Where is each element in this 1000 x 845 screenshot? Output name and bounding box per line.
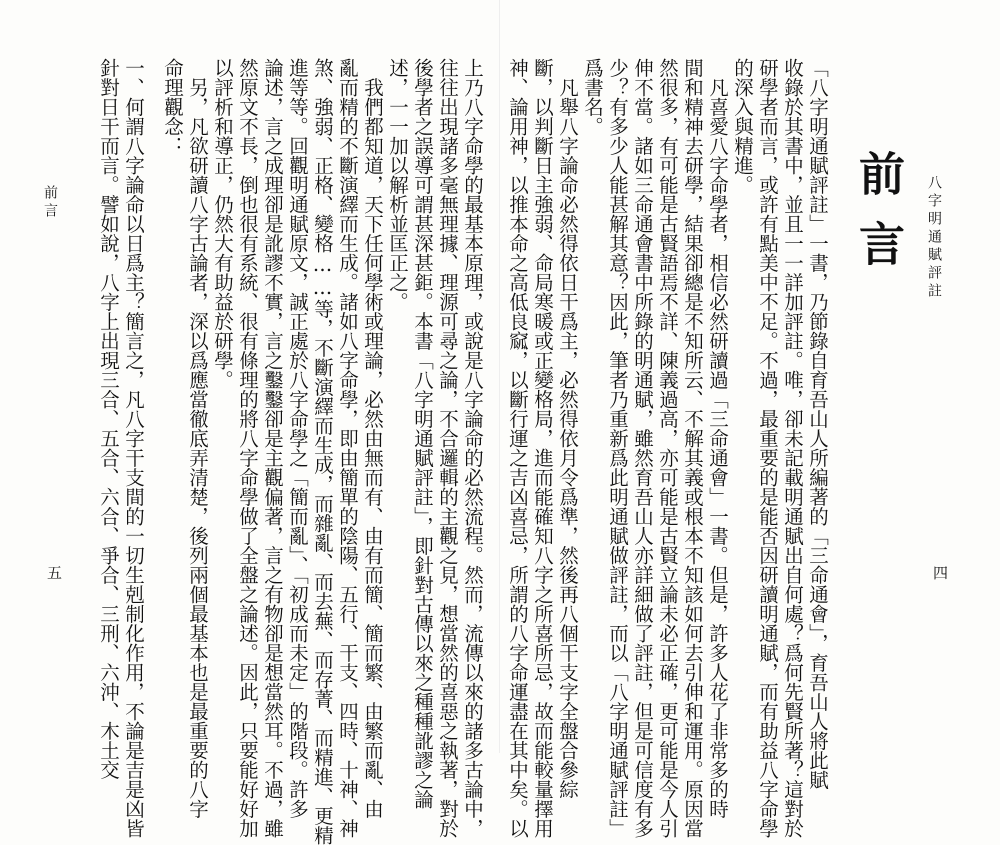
text-column: 伸不當。諸如三命通會書中所錄的明通賦，雖然育吾山人亦詳細做了評註，但是可信度有多 [631,58,654,838]
text-column: 煞、強弱、正格、變格……等，不斷演繹而生成，而雜亂、而去蕪、而存菁、而精進、更精 [311,58,334,845]
text-column: 後學者之誤導可謂甚深甚鉅。本書「八字明通賦評註」，即針對古傳以來之種種訛謬之論 [411,58,434,809]
text-column: 少？有多少人能甚解其意？因此，筆者乃重新爲此明通賦做評註，而以「八字明通賦評註」 [606,58,629,838]
text-column: 一、何謂八字論命以日爲主？簡言之，凡八字干支間的一切生剋制化作用，不論是吉是凶皆 [122,58,145,838]
text-column: 另，凡欲研讀八字古論者，深以爲應當徹底弄清楚，後列兩個最基本也是最重要的八字 [186,58,209,819]
text-column: 爲書名。 [581,58,604,136]
text-column: 上乃八字命學的最基本原理，或說是八字論命的必然流程。然而，流傳以來的諸多古論中， [461,58,484,838]
right-page [500,0,1000,838]
text-column: 「八字明通賦評註」一書，乃節錄自育吾山人所編著的「三命通會」，育吾山人將此賦 [806,58,829,790]
text-column: 命理觀念： [161,58,184,156]
page-number: 五 [45,565,63,580]
text-column: 收錄於其書中，並且一一詳加評註。唯，卻未記載明通賦出自何處？爲何先賢所著？這對於 [781,58,804,838]
text-column: 凡舉八字論命必然得依日干爲主，必然得依月令爲準，然後再八個干支字全盤合參綜 [556,58,579,799]
text-column: 然很多，有可能是古賢語焉不詳、陳義過高，亦可能是古賢立論未必正確，更可能是今人引 [656,58,679,838]
text-column: 間和精神去研學，結果卻總是不知所云、不解其義或根本不知該如何去引伸和運用。原因當 [681,58,704,838]
running-head: 八字明通賦評註 [926,175,942,301]
text-column: 進等等。回觀明通賦原文，誠正處於八字命學之「簡而亂」、「初成而未定」的階段。許多 [286,58,309,819]
text-column: 論述，言之成理卻是訛謬不實，言之鑿鑿卻是主觀偏著，言之有物卻是想當然耳。不過，雖 [261,58,284,838]
text-column: 斷，以判斷日主強弱、命局寒暖或正變格局，進而能確知八字之所喜所忌，故而能較量擇用 [531,58,554,838]
text-column: 以評析和導正，仍然大有助益於研學。 [211,58,234,390]
text-column: 然原文不長，倒也很有系統、很有條理的將八字命學做了全盤之論述。因此，只要能好好加 [236,58,259,838]
text-column: 往往出現諸多毫無理據、理源可尋之論，不合邏輯的主觀之見，想當然的喜惡之執著，對於 [436,58,459,838]
page-title: 前言 [852,150,906,290]
page-number: 四 [931,565,949,580]
text-column: 的深入與精進。 [731,58,754,195]
text-column: 述，一一加以解析並匡正之。 [386,58,409,312]
text-column: 我們都知道，天下任何學術或理論，必然由無而有、由有而簡、簡而繁、由繁而亂、由 [361,58,384,819]
text-column: 亂而精的不斷演繹而生成。諸如八字命學，即由簡單的陰陽、五行、干支、四時、十神、神 [336,58,359,838]
running-head: 前言 [42,185,58,221]
text-column: 凡喜愛八字命學者，相信必然研讀過「三命通會」一書。但是，許多人花了非常多的時 [706,58,729,819]
text-column: 針對日干而言。譬如說，八字上出現三合、五合、六合、爭合、三刑、六沖、木土交 [97,58,120,780]
text-column: 神、論用神，以推本命之高低良窳，以斷行運之吉凶喜忌，所謂的八字命運盡在其中矣。以 [506,58,529,838]
text-column: 研學者而言，或許有點美中不足。不過，最重要的是能否因研讀明通賦，而有助益八字命學 [756,58,779,838]
